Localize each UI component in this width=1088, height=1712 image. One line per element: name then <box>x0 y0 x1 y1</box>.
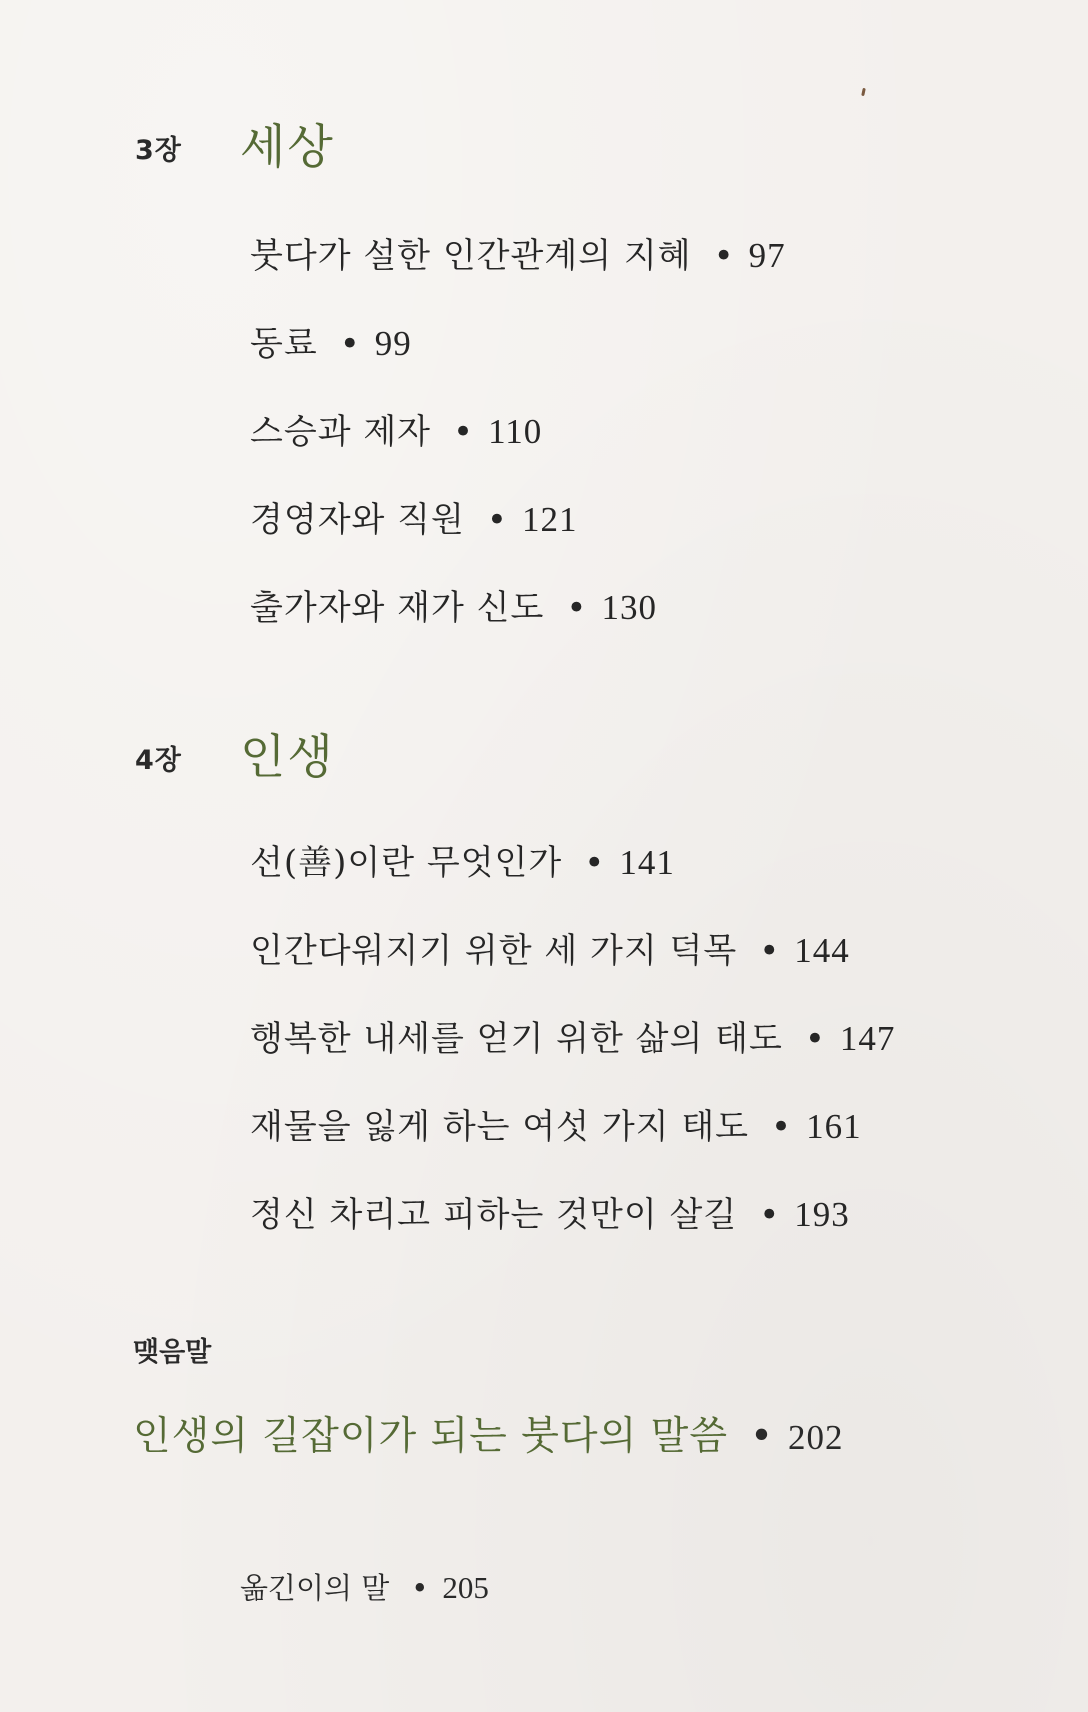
entry-page: 161 <box>806 1107 862 1146</box>
toc-entry[interactable] <box>250 228 786 277</box>
toc-entry[interactable] <box>250 923 850 972</box>
entry-page: 110 <box>488 412 543 451</box>
toc-entry[interactable] <box>250 404 542 453</box>
separator-dot: • <box>804 1019 826 1059</box>
closing-title: 인생의 길잡이가 되는 붓다의 말씀 <box>133 1414 729 1459</box>
toc-entry[interactable] <box>250 1011 895 1060</box>
separator-dot: • <box>759 931 781 971</box>
chapter-4-label: 4장 <box>135 745 182 776</box>
separator-dot: • <box>411 1571 429 1605</box>
entry-page: 193 <box>794 1195 850 1234</box>
chapter-3-label: 3장 <box>135 135 182 166</box>
translator-note-title: 옮긴이의 말 <box>240 1571 390 1605</box>
toc-entry[interactable] <box>250 1187 850 1236</box>
separator-dot: • <box>759 1195 781 1235</box>
toc-entry[interactable] <box>250 316 412 365</box>
entry-page: 121 <box>521 500 578 539</box>
entry-title: 경영자와 직원 <box>250 500 465 540</box>
separator-dot: • <box>453 412 475 452</box>
entry-title: 스승과 제자 <box>250 412 432 452</box>
closing-entry[interactable] <box>133 1405 844 1461</box>
separator-dot: • <box>771 1107 793 1147</box>
translator-note-entry[interactable] <box>240 1566 489 1607</box>
chapter-3-title: 세상 <box>240 120 335 175</box>
entry-title: 붓다가 설한 인간관계의 지혜 <box>250 236 692 276</box>
entry-title: 행복한 내세를 얻기 위한 삶의 태도 <box>250 1019 783 1059</box>
entry-page: 141 <box>619 843 675 882</box>
separator-dot: • <box>750 1414 775 1459</box>
entry-title: 인간다워지기 위한 세 가지 덕목 <box>250 931 738 971</box>
entry-title: 재물을 잃게 하는 여섯 가지 태도 <box>250 1107 750 1147</box>
closing-page: 202 <box>788 1418 844 1457</box>
translator-note-page: 205 <box>442 1570 489 1605</box>
separator-dot: • <box>713 236 735 276</box>
entry-page: 147 <box>839 1019 896 1058</box>
entry-page: 99 <box>374 324 412 363</box>
separator-dot: • <box>584 843 606 883</box>
entry-page: 97 <box>748 236 786 275</box>
entry-title: 출가자와 재가 신도 <box>250 588 545 628</box>
toc-entry[interactable] <box>250 1099 862 1148</box>
entry-title: 동료 <box>250 324 318 364</box>
entry-title: 선(善)이란 무엇인가 <box>250 843 563 883</box>
separator-dot: • <box>339 324 361 364</box>
toc-entry[interactable] <box>250 492 577 541</box>
separator-dot: • <box>566 588 588 628</box>
closing-label: 맺음말 <box>133 1337 212 1368</box>
chapter-4-title: 인생 <box>240 730 335 785</box>
toc-entry[interactable] <box>250 835 675 884</box>
toc-entry[interactable] <box>250 580 657 629</box>
entry-page: 144 <box>794 931 850 970</box>
separator-dot: • <box>486 500 508 540</box>
entry-page: 130 <box>601 588 657 627</box>
paper-speck <box>861 88 866 96</box>
entry-title: 정신 차리고 피하는 것만이 살길 <box>250 1195 738 1235</box>
